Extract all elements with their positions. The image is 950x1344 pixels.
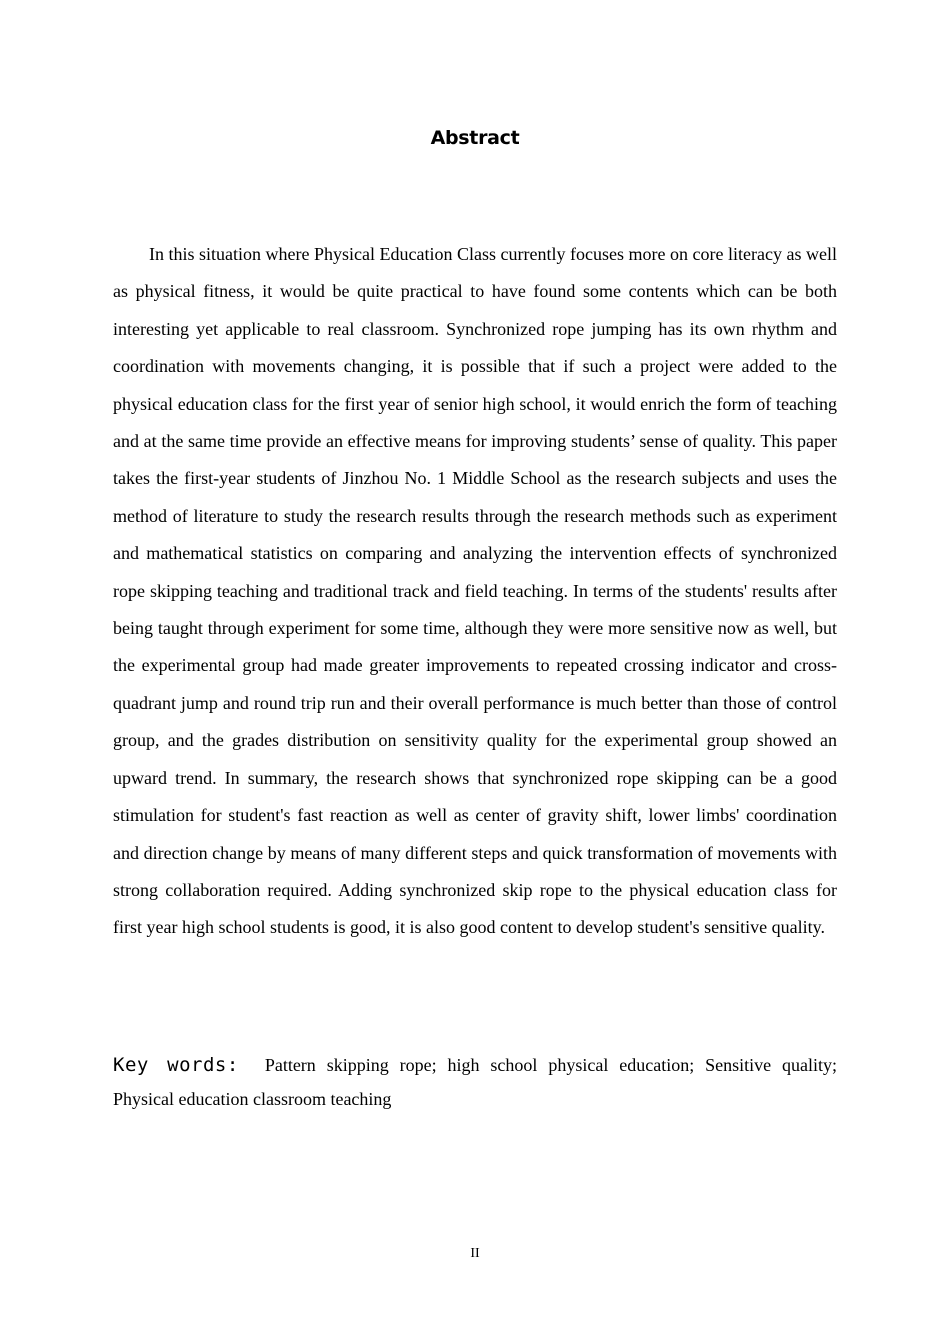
keywords-label: Key words:	[113, 1054, 239, 1076]
keywords-text: Pattern skipping rope; high school physical education; Sensitive quality; Physical education classroom teaching	[113, 1055, 838, 1109]
abstract-body-text: In this situation where Physical Education Class currently focuses more on core literacy as well as physical fitness, it would be quite practical to have found some contents which can be both interesting yet applicable to real classroom. Synchronized rope jumping has its own rhythm and coordination with movements changing, it is possible that if such a project were added to the physical education class for the first year of senior high school, it would enrich the form of teaching and at the same time provide an effective means for improving students’ sense of quality. This paper takes the first-year students of Jinzhou No. 1 Middle School as the research subjects and uses the method of literature to study the research results through the research methods such as experiment and mathematical statistics on comparing and analyzing the intervention effects of synchronized rope skipping teaching and traditional track and field teaching. In terms of the students' results after being taught through experiment for some time, although they were more sensitive now as well, but the experimental group had made greater improvements to repeated crossing indicator and cross-quadrant jump and round trip run and their overall performance is much better than those of control group, and the grades distribution on sensitivity quality for the experimental group showed an upward trend. In summary, the research shows that synchronized rope skipping can be a good stimulation for student's fast reaction as well as center of gravity shift, lower limbs' coordination and direction change by means of many different steps and quick transformation of movements with strong collaboration required. Adding synchronized skip rope to the physical education class for first year high school students is good, it is also good content to develop student's sensitive quality.	[113, 244, 837, 938]
abstract-title: Abstract	[430, 127, 520, 149]
keywords-paragraph	[113, 1048, 837, 1116]
page-number: II	[470, 1246, 480, 1261]
